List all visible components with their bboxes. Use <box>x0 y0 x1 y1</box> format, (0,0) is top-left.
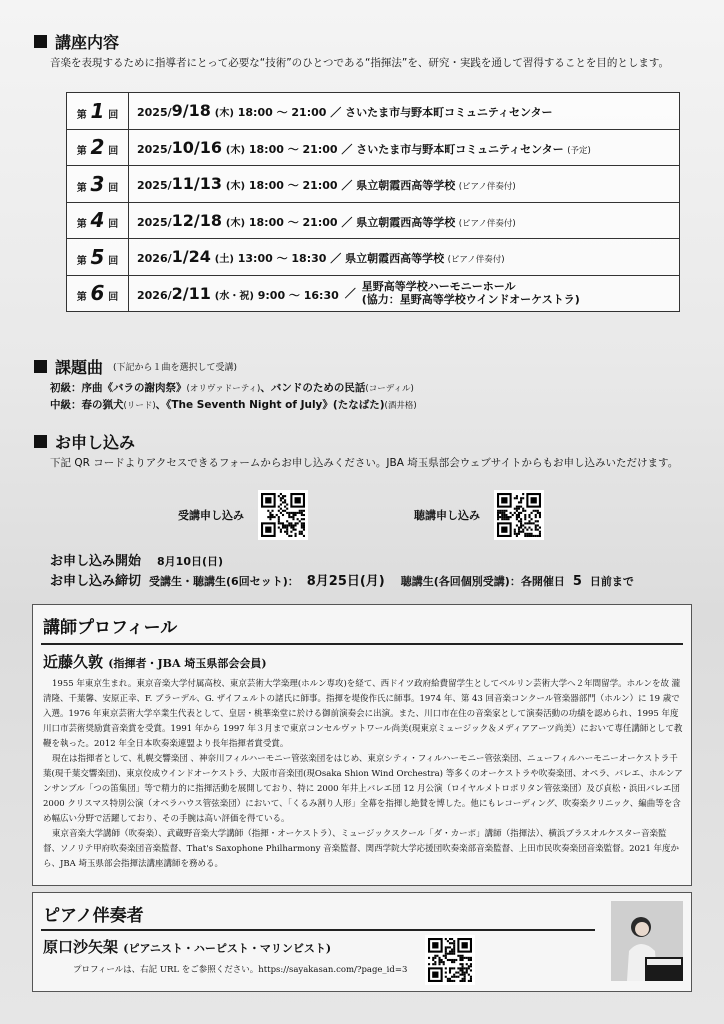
schedule-row <box>67 275 680 312</box>
square-bullet-icon <box>34 360 47 373</box>
square-bullet-icon <box>34 35 47 48</box>
beginner-line: 初級：序曲《バラの謝肉祭》(オリヴァドーティ)、バンドのための民話(コーディル) <box>50 382 414 394</box>
schedule-table <box>66 92 680 312</box>
attend-application: 受講申し込み <box>178 490 308 540</box>
session-number: 第 6 回 <box>67 275 129 312</box>
schedule-row <box>67 166 680 203</box>
divider <box>41 643 683 645</box>
schedule-row <box>67 239 680 276</box>
course-heading: 講座内容 <box>34 30 119 53</box>
session-number: 第 3 回 <box>67 166 129 203</box>
apply-heading: お申し込み <box>34 430 135 453</box>
audit-application: 聴講申し込み <box>414 490 544 540</box>
audit-qr-code-icon[interactable] <box>494 490 544 540</box>
session-info: 2026/2/11 (水・祝) 9:00 ～ 16:30 ／ 星野高等学校ハーモニーホール (協力：星野高等学校ウインドオーケストラ) <box>129 275 680 312</box>
schedule-row <box>67 93 680 130</box>
pianist-box <box>32 892 692 992</box>
divider <box>41 929 595 931</box>
lecturer-name: 近藤久敦 (指揮者・JBA 埼玉県部会会員) <box>43 653 267 671</box>
square-bullet-icon <box>34 435 47 448</box>
attend-qr-code-icon[interactable] <box>258 490 308 540</box>
pianist-profile-link[interactable]: プロフィールは、右記 URL をご参照ください。https://sayakasan.com/?page_id=3 <box>73 965 408 975</box>
schedule-row <box>67 202 680 239</box>
pianist-photo <box>611 901 683 981</box>
session-info: 2026/1/24 (土) 13:00 ～ 18:30 ／ 県立朝霞西高等学校 (ピアノ伴奏付) <box>129 239 680 276</box>
session-info: 2025/11/13 (木) 18:00 ～ 21:00 ／ 県立朝霞西高等学校 (ピアノ伴奏付) <box>129 166 680 203</box>
apply-text: 下記 QR コードよりアクセスできるフォームからお申し込みください。JBA 埼玉県部会ウェブサイトからもお申し込みいただけます。 <box>50 457 679 469</box>
pieces-list <box>50 380 417 414</box>
pianist-heading: ピアノ伴奏者 <box>43 906 144 926</box>
course-intro: 音楽を表現するために指導者にとって必要な“技術”のひとつである“指揮法”を、研究・実践を通して習得することを目的とします。 <box>50 57 669 69</box>
session-number: 第 4 回 <box>67 202 129 239</box>
pianist-name: 原口沙矢架 (ピアニスト・ハーピスト・マリンビスト) <box>43 938 332 956</box>
pianist-qr-code-icon[interactable] <box>425 935 475 985</box>
session-info: 2025/12/18 (木) 18:00 ～ 21:00 ／ 県立朝霞西高等学校 (ピアノ伴奏付) <box>129 202 680 239</box>
session-info: 2025/10/16 (木) 18:00 ～ 21:00 ／ さいたま市与野本町コミュニティセンター (予定) <box>129 129 680 166</box>
lecturer-profile-box <box>32 604 692 886</box>
lecturer-heading: 講師プロフィール <box>43 618 178 638</box>
intermediate-line: 中級：春の猟犬(リード)、《The Seventh Night of July》(たなばた)(酒井格) <box>50 399 417 411</box>
session-number: 第 1 回 <box>67 93 129 130</box>
session-number: 第 5 回 <box>67 239 129 276</box>
session-info: 2025/9/18 (木) 18:00 ～ 21:00 ／ さいたま市与野本町コミュニティセンター <box>129 93 680 130</box>
session-number: 第 2 回 <box>67 129 129 166</box>
lecturer-bio: 1955 年東京生まれ。東京音楽大学付属高校、東京芸術大学楽理(ホルン専攻)を経て、西ドイツ政府給費留学生としてベルリン芸術大学へ２年間留学。ホルンを故 瀧清隆、千葉馨、安原正幸、F. ブラーデル、G. ザイフェルトの諸氏に師事。指揮を堤俊作氏に師事。1974 年、第 43 回音楽コンクール管楽器部門（ホルン）に 19 歳で入選。1976 年東京芸術大学卒業生代表として、皇居・桃華楽堂に於ける御前演奏会に出演。また、川口市在住の音楽家として演奏活動の功績を認められ、1995 年度川口市芸術奨励賞音楽賞を受賞。1991 年から 1997 年３月まで東京コンセルヴァトワール尚美(現東京ミュージック＆メディアアーツ尚美）において専任講師として教鞭を執った。2012 年全日本吹奏楽連盟より長年指揮者賞受賞。 現在は指揮者として、札幌交響楽団 、神奈川フィルハーモニー管弦楽団をはじめ、東京シティ・フィルハーモニー管弦楽団、ニューフィルハーモニーオーケストラ千葉(現千葉交響楽団)、東京佼成ウインドオーケストラ、大阪市音楽団(現Osaka Shion Wind Orchestra) 等多くのオーケストラや吹奏楽団、オペラ、バレエ、ホルンアンサンブル「つの笛集団」等で精力的に指揮活動を展開しており、特に 2000 年井上バレエ団 12 月公演（ロイヤルメトロポリタン管弦楽団）及び貞松・浜田バレエ団 2000 クリスマス特別公演（オペラハウス管弦楽団）において、「くるみ割り人形」全幕を指揮し絶賛を博した。他にもレコーディング、吹奏楽クリニック、編曲等を含め幅広い分野で活躍しており、その手腕は高い評価を得ている。 東京音楽大学講師（吹奏楽）、武蔵野音楽大学講師（指揮・オーケストラ）、ミュージックスクール「ダ・カーポ」講師（指揮法）、横浜ブラスオルケスター音楽監督、ソノリテ甲府吹奏楽団音楽監督、That's Saxophone Philharmony 音楽監督、関西学院大学応援団吹奏楽部音楽監督、上田市民吹奏楽団音楽監督。2021 年度から、JBA 埼玉県部会指揮法講座講師を務める。 <box>43 679 683 869</box>
pieces-heading: 課題曲 (下記から１曲を選択して受講) <box>34 355 237 378</box>
schedule-row <box>67 129 680 166</box>
application-dates: お申し込み開始 8月10日(日) お申し込み締切 受講生・聴講生(6回セット)： 8月25日(月) 聴講生(各回個別受講)：各開催日 5 日前まで <box>50 554 634 589</box>
